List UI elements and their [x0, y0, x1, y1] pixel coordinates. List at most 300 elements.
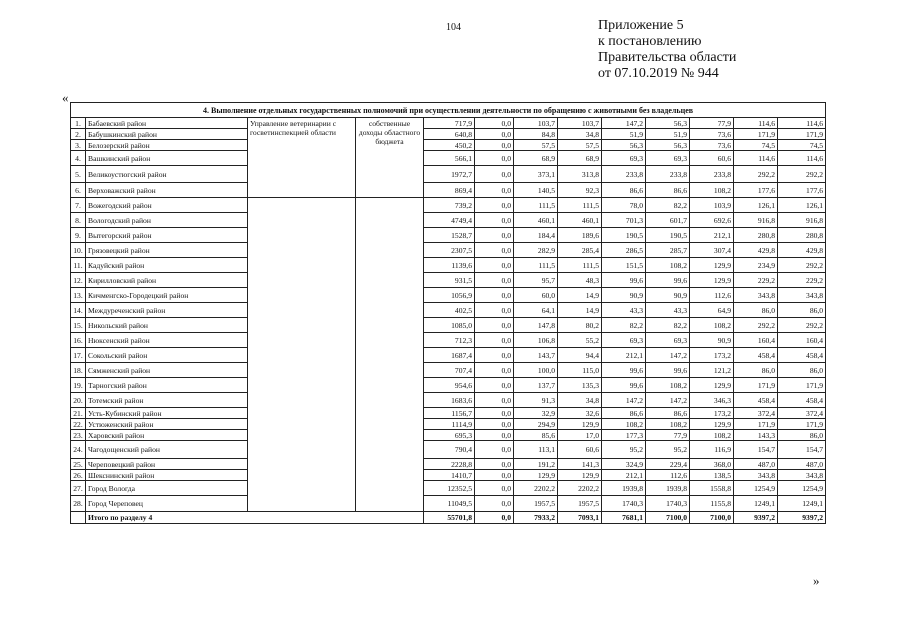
total-value-cell: 7100,0	[646, 512, 690, 524]
value-cell: 1683,6	[424, 393, 475, 408]
value-cell: 1687,4	[424, 348, 475, 363]
value-cell: 739,2	[424, 198, 475, 213]
district-name: Харовский район	[86, 430, 248, 441]
table-row	[71, 459, 826, 470]
value-cell: 43,3	[602, 303, 646, 318]
value-cell: 916,8	[734, 213, 778, 228]
value-cell: 86,0	[778, 430, 826, 441]
value-cell: 286,5	[602, 243, 646, 258]
budget-table	[70, 102, 826, 524]
value-cell: 129,9	[690, 273, 734, 288]
value-cell: 106,8	[514, 333, 558, 348]
value-cell: 14,9	[558, 303, 602, 318]
value-cell: 1939,8	[646, 481, 690, 496]
value-cell: 73,6	[690, 140, 734, 151]
value-cell: 1254,9	[734, 481, 778, 496]
value-cell: 82,2	[646, 198, 690, 213]
row-number: 22.	[71, 419, 86, 430]
value-cell: 460,1	[558, 213, 602, 228]
value-cell: 292,2	[734, 318, 778, 333]
administrator-cell-empty	[248, 198, 356, 512]
value-cell: 86,6	[602, 183, 646, 198]
total-row	[71, 512, 826, 524]
value-cell: 450,2	[424, 140, 475, 151]
value-cell: 112,6	[690, 288, 734, 303]
value-cell: 147,2	[602, 393, 646, 408]
value-cell: 99,6	[646, 363, 690, 378]
district-name: Тотемский район	[86, 393, 248, 408]
value-cell: 12352,5	[424, 481, 475, 496]
value-cell: 343,8	[778, 288, 826, 303]
value-cell: 68,9	[558, 151, 602, 166]
value-cell: 294,9	[514, 419, 558, 430]
value-cell: 707,4	[424, 363, 475, 378]
value-cell: 184,4	[514, 228, 558, 243]
row-number: 2.	[71, 129, 86, 140]
value-cell: 173,2	[690, 348, 734, 363]
value-cell: 189,6	[558, 228, 602, 243]
value-cell: 285,7	[646, 243, 690, 258]
total-value-cell: 7681,1	[602, 512, 646, 524]
value-cell: 0,0	[475, 459, 514, 470]
value-cell: 292,2	[778, 258, 826, 273]
section-header-row	[71, 103, 826, 118]
value-cell: 86,6	[602, 408, 646, 419]
value-cell: 141,3	[558, 459, 602, 470]
value-cell: 111,5	[558, 258, 602, 273]
row-number: 27.	[71, 481, 86, 496]
value-cell: 280,8	[734, 228, 778, 243]
value-cell: 99,6	[602, 363, 646, 378]
value-cell: 95,2	[602, 441, 646, 459]
value-cell: 0,0	[475, 151, 514, 166]
value-cell: 34,8	[558, 129, 602, 140]
value-cell: 68,9	[514, 151, 558, 166]
value-cell: 173,2	[690, 408, 734, 419]
value-cell: 0,0	[475, 419, 514, 430]
appendix-line-1: Приложение 5	[598, 18, 684, 33]
value-cell: 57,5	[514, 140, 558, 151]
value-cell: 135,3	[558, 378, 602, 393]
row-number: 13.	[71, 288, 86, 303]
funding-source-cell-empty	[356, 198, 424, 512]
value-cell: 2202,2	[558, 481, 602, 496]
value-cell: 100,0	[514, 363, 558, 378]
value-cell: 692,6	[690, 213, 734, 228]
value-cell: 0,0	[475, 258, 514, 273]
row-number: 24.	[71, 441, 86, 459]
appendix-line-2: к постановлению	[598, 34, 702, 49]
value-cell: 233,8	[690, 166, 734, 183]
value-cell: 229,2	[778, 273, 826, 288]
district-name: Великоустюгский район	[86, 166, 248, 183]
value-cell: 2202,2	[514, 481, 558, 496]
value-cell: 1249,1	[734, 496, 778, 512]
value-cell: 402,5	[424, 303, 475, 318]
value-cell: 91,3	[514, 393, 558, 408]
row-number: 15.	[71, 318, 86, 333]
value-cell: 0,0	[475, 441, 514, 459]
value-cell: 458,4	[734, 348, 778, 363]
value-cell: 55,2	[558, 333, 602, 348]
value-cell: 82,2	[602, 318, 646, 333]
district-name: Чагодощенский район	[86, 441, 248, 459]
value-cell: 1410,7	[424, 470, 475, 481]
district-name: Шекснинский район	[86, 470, 248, 481]
value-cell: 86,0	[778, 303, 826, 318]
administrator-cell: Управление ветеринарии с госветинспекцией области	[248, 118, 356, 198]
value-cell: 373,1	[514, 166, 558, 183]
value-cell: 154,7	[734, 441, 778, 459]
table-row	[71, 441, 826, 459]
table-row	[71, 408, 826, 419]
table-row	[71, 258, 826, 273]
value-cell: 1156,7	[424, 408, 475, 419]
value-cell: 177,6	[778, 183, 826, 198]
value-cell: 126,1	[734, 198, 778, 213]
value-cell: 64,1	[514, 303, 558, 318]
appendix-header	[598, 18, 736, 82]
value-cell: 80,2	[558, 318, 602, 333]
value-cell: 1528,7	[424, 228, 475, 243]
value-cell: 86,0	[734, 363, 778, 378]
value-cell: 458,4	[778, 348, 826, 363]
section-title: 4. Выполнение отдельных государственных полномочий при осуществлении деятельности по обращению с животными без владельцев	[71, 103, 826, 118]
district-name: Город Череповец	[86, 496, 248, 512]
table-row	[71, 243, 826, 258]
value-cell: 0,0	[475, 393, 514, 408]
district-name: Бабушкинский район	[86, 129, 248, 140]
value-cell: 171,9	[778, 419, 826, 430]
value-cell: 73,6	[690, 129, 734, 140]
value-cell: 1085,0	[424, 318, 475, 333]
value-cell: 1114,9	[424, 419, 475, 430]
value-cell: 0,0	[475, 288, 514, 303]
value-cell: 0,0	[475, 470, 514, 481]
value-cell: 292,2	[778, 318, 826, 333]
row-number: 11.	[71, 258, 86, 273]
value-cell: 57,5	[558, 140, 602, 151]
appendix-line-3: Правительства области	[598, 50, 737, 65]
value-cell: 372,4	[734, 408, 778, 419]
value-cell: 0,0	[475, 129, 514, 140]
value-cell: 0,0	[475, 198, 514, 213]
value-cell: 190,5	[646, 228, 690, 243]
table-row	[71, 470, 826, 481]
value-cell: 69,3	[646, 333, 690, 348]
value-cell: 171,9	[734, 129, 778, 140]
value-cell: 0,0	[475, 166, 514, 183]
value-cell: 712,3	[424, 333, 475, 348]
value-cell: 313,8	[558, 166, 602, 183]
value-cell: 126,1	[778, 198, 826, 213]
total-value-cell: 55701,8	[424, 512, 475, 524]
value-cell: 92,3	[558, 183, 602, 198]
total-value-cell: 9397,2	[734, 512, 778, 524]
value-cell: 86,0	[734, 303, 778, 318]
value-cell: 429,8	[734, 243, 778, 258]
value-cell: 229,4	[646, 459, 690, 470]
row-number: 12.	[71, 273, 86, 288]
value-cell: 56,3	[646, 140, 690, 151]
value-cell: 74,5	[778, 140, 826, 151]
value-cell: 82,2	[646, 318, 690, 333]
value-cell: 343,8	[734, 288, 778, 303]
district-name: Кадуйский район	[86, 258, 248, 273]
value-cell: 2228,8	[424, 459, 475, 470]
value-cell: 108,2	[690, 430, 734, 441]
funding-source-cell: собственные доходы областного бюджета	[356, 118, 424, 198]
value-cell: 114,6	[734, 151, 778, 166]
value-cell: 0,0	[475, 118, 514, 129]
value-cell: 17,0	[558, 430, 602, 441]
value-cell: 171,9	[734, 419, 778, 430]
value-cell: 233,8	[646, 166, 690, 183]
value-cell: 77,9	[690, 118, 734, 129]
value-cell: 129,9	[690, 419, 734, 430]
row-number: 16.	[71, 333, 86, 348]
value-cell: 1740,3	[602, 496, 646, 512]
value-cell: 137,7	[514, 378, 558, 393]
value-cell: 869,4	[424, 183, 475, 198]
row-number: 3.	[71, 140, 86, 151]
value-cell: 111,5	[558, 198, 602, 213]
value-cell: 140,5	[514, 183, 558, 198]
row-number: 6.	[71, 183, 86, 198]
value-cell: 60,6	[690, 151, 734, 166]
value-cell: 95,7	[514, 273, 558, 288]
value-cell: 129,9	[558, 470, 602, 481]
value-cell: 108,2	[646, 258, 690, 273]
value-cell: 177,3	[602, 430, 646, 441]
total-value-cell: 7093,1	[558, 512, 602, 524]
table-row	[71, 496, 826, 512]
value-cell: 154,7	[778, 441, 826, 459]
value-cell: 212,1	[602, 470, 646, 481]
value-cell: 147,8	[514, 318, 558, 333]
row-number: 8.	[71, 213, 86, 228]
row-number: 1.	[71, 118, 86, 129]
value-cell: 171,9	[778, 129, 826, 140]
value-cell: 48,3	[558, 273, 602, 288]
value-cell: 160,4	[734, 333, 778, 348]
value-cell: 86,0	[778, 363, 826, 378]
value-cell: 114,6	[734, 118, 778, 129]
value-cell: 0,0	[475, 140, 514, 151]
value-cell: 69,3	[602, 151, 646, 166]
value-cell: 282,9	[514, 243, 558, 258]
value-cell: 143,3	[734, 430, 778, 441]
value-cell: 190,5	[602, 228, 646, 243]
value-cell: 171,9	[734, 378, 778, 393]
value-cell: 34,8	[558, 393, 602, 408]
value-cell: 1558,8	[690, 481, 734, 496]
value-cell: 0,0	[475, 303, 514, 318]
value-cell: 212,1	[602, 348, 646, 363]
total-spacer	[71, 512, 86, 524]
value-cell: 51,9	[646, 129, 690, 140]
value-cell: 111,5	[514, 198, 558, 213]
table-row	[71, 228, 826, 243]
row-number: 7.	[71, 198, 86, 213]
value-cell: 0,0	[475, 481, 514, 496]
table-row	[71, 378, 826, 393]
row-number: 4.	[71, 151, 86, 166]
value-cell: 601,7	[646, 213, 690, 228]
value-cell: 60,0	[514, 288, 558, 303]
value-cell: 113,1	[514, 441, 558, 459]
value-cell: 717,9	[424, 118, 475, 129]
value-cell: 99,6	[602, 273, 646, 288]
district-name: Кичменгско-Городецкий район	[86, 288, 248, 303]
value-cell: 112,6	[646, 470, 690, 481]
value-cell: 566,1	[424, 151, 475, 166]
value-cell: 60,6	[558, 441, 602, 459]
table-row	[71, 419, 826, 430]
table-row	[71, 213, 826, 228]
value-cell: 111,5	[514, 258, 558, 273]
value-cell: 0,0	[475, 183, 514, 198]
value-cell: 0,0	[475, 430, 514, 441]
close-quote: »	[813, 573, 820, 588]
value-cell: 51,9	[602, 129, 646, 140]
row-number: 25.	[71, 459, 86, 470]
value-cell: 1972,7	[424, 166, 475, 183]
value-cell: 121,2	[690, 363, 734, 378]
value-cell: 307,4	[690, 243, 734, 258]
table-row	[71, 348, 826, 363]
table-row	[71, 183, 826, 198]
row-number: 23.	[71, 430, 86, 441]
value-cell: 90,9	[690, 333, 734, 348]
value-cell: 212,1	[690, 228, 734, 243]
value-cell: 69,3	[646, 151, 690, 166]
table-row	[71, 333, 826, 348]
value-cell: 0,0	[475, 273, 514, 288]
district-name: Череповецкий район	[86, 459, 248, 470]
value-cell: 695,3	[424, 430, 475, 441]
value-cell: 69,3	[602, 333, 646, 348]
value-cell: 931,5	[424, 273, 475, 288]
value-cell: 64,9	[690, 303, 734, 318]
row-number: 14.	[71, 303, 86, 318]
district-name: Грязовецкий район	[86, 243, 248, 258]
row-number: 20.	[71, 393, 86, 408]
table-row	[71, 273, 826, 288]
value-cell: 129,9	[690, 258, 734, 273]
value-cell: 0,0	[475, 228, 514, 243]
value-cell: 640,8	[424, 129, 475, 140]
table-row	[71, 363, 826, 378]
row-number: 17.	[71, 348, 86, 363]
district-name: Никольский район	[86, 318, 248, 333]
district-name: Белозерский район	[86, 140, 248, 151]
value-cell: 108,2	[690, 183, 734, 198]
row-number: 9.	[71, 228, 86, 243]
value-cell: 1254,9	[778, 481, 826, 496]
district-name: Вологодский район	[86, 213, 248, 228]
value-cell: 372,4	[778, 408, 826, 419]
value-cell: 147,2	[602, 118, 646, 129]
row-number: 5.	[71, 166, 86, 183]
value-cell: 1957,5	[558, 496, 602, 512]
value-cell: 90,9	[646, 288, 690, 303]
district-name: Усть-Кубинский район	[86, 408, 248, 419]
open-quote: «	[62, 90, 69, 105]
table-row	[71, 151, 826, 166]
value-cell: 171,9	[778, 378, 826, 393]
value-cell: 114,6	[778, 118, 826, 129]
table-row	[71, 288, 826, 303]
value-cell: 1740,3	[646, 496, 690, 512]
value-cell: 115,0	[558, 363, 602, 378]
value-cell: 487,0	[734, 459, 778, 470]
row-number: 26.	[71, 470, 86, 481]
value-cell: 108,2	[690, 318, 734, 333]
value-cell: 0,0	[475, 333, 514, 348]
table-row	[71, 481, 826, 496]
value-cell: 108,2	[646, 419, 690, 430]
value-cell: 233,8	[602, 166, 646, 183]
value-cell: 99,6	[646, 273, 690, 288]
value-cell: 954,6	[424, 378, 475, 393]
page-number: 104	[446, 22, 461, 33]
value-cell: 191,2	[514, 459, 558, 470]
value-cell: 147,2	[646, 393, 690, 408]
value-cell: 0,0	[475, 348, 514, 363]
value-cell: 56,3	[646, 118, 690, 129]
table-row	[71, 318, 826, 333]
value-cell: 429,8	[778, 243, 826, 258]
total-value-cell: 9397,2	[778, 512, 826, 524]
value-cell: 1939,8	[602, 481, 646, 496]
value-cell: 86,6	[646, 408, 690, 419]
value-cell: 103,9	[690, 198, 734, 213]
value-cell: 78,0	[602, 198, 646, 213]
value-cell: 160,4	[778, 333, 826, 348]
value-cell: 458,4	[778, 393, 826, 408]
table-row	[71, 129, 826, 140]
value-cell: 0,0	[475, 243, 514, 258]
value-cell: 790,4	[424, 441, 475, 459]
value-cell: 151,5	[602, 258, 646, 273]
row-number: 21.	[71, 408, 86, 419]
value-cell: 103,7	[558, 118, 602, 129]
value-cell: 108,2	[602, 419, 646, 430]
value-cell: 285,4	[558, 243, 602, 258]
value-cell: 43,3	[646, 303, 690, 318]
value-cell: 108,2	[646, 378, 690, 393]
total-value-cell: 7100,0	[690, 512, 734, 524]
value-cell: 177,6	[734, 183, 778, 198]
value-cell: 368,0	[690, 459, 734, 470]
value-cell: 0,0	[475, 363, 514, 378]
value-cell: 1139,6	[424, 258, 475, 273]
value-cell: 138,5	[690, 470, 734, 481]
value-cell: 99,6	[602, 378, 646, 393]
district-name: Устюженский район	[86, 419, 248, 430]
value-cell: 95,2	[646, 441, 690, 459]
value-cell: 74,5	[734, 140, 778, 151]
value-cell: 234,9	[734, 258, 778, 273]
value-cell: 103,7	[514, 118, 558, 129]
district-name: Вашкинский район	[86, 151, 248, 166]
value-cell: 84,8	[514, 129, 558, 140]
table-row	[71, 166, 826, 183]
value-cell: 460,1	[514, 213, 558, 228]
total-value-cell: 0,0	[475, 512, 514, 524]
district-name: Верховажский район	[86, 183, 248, 198]
